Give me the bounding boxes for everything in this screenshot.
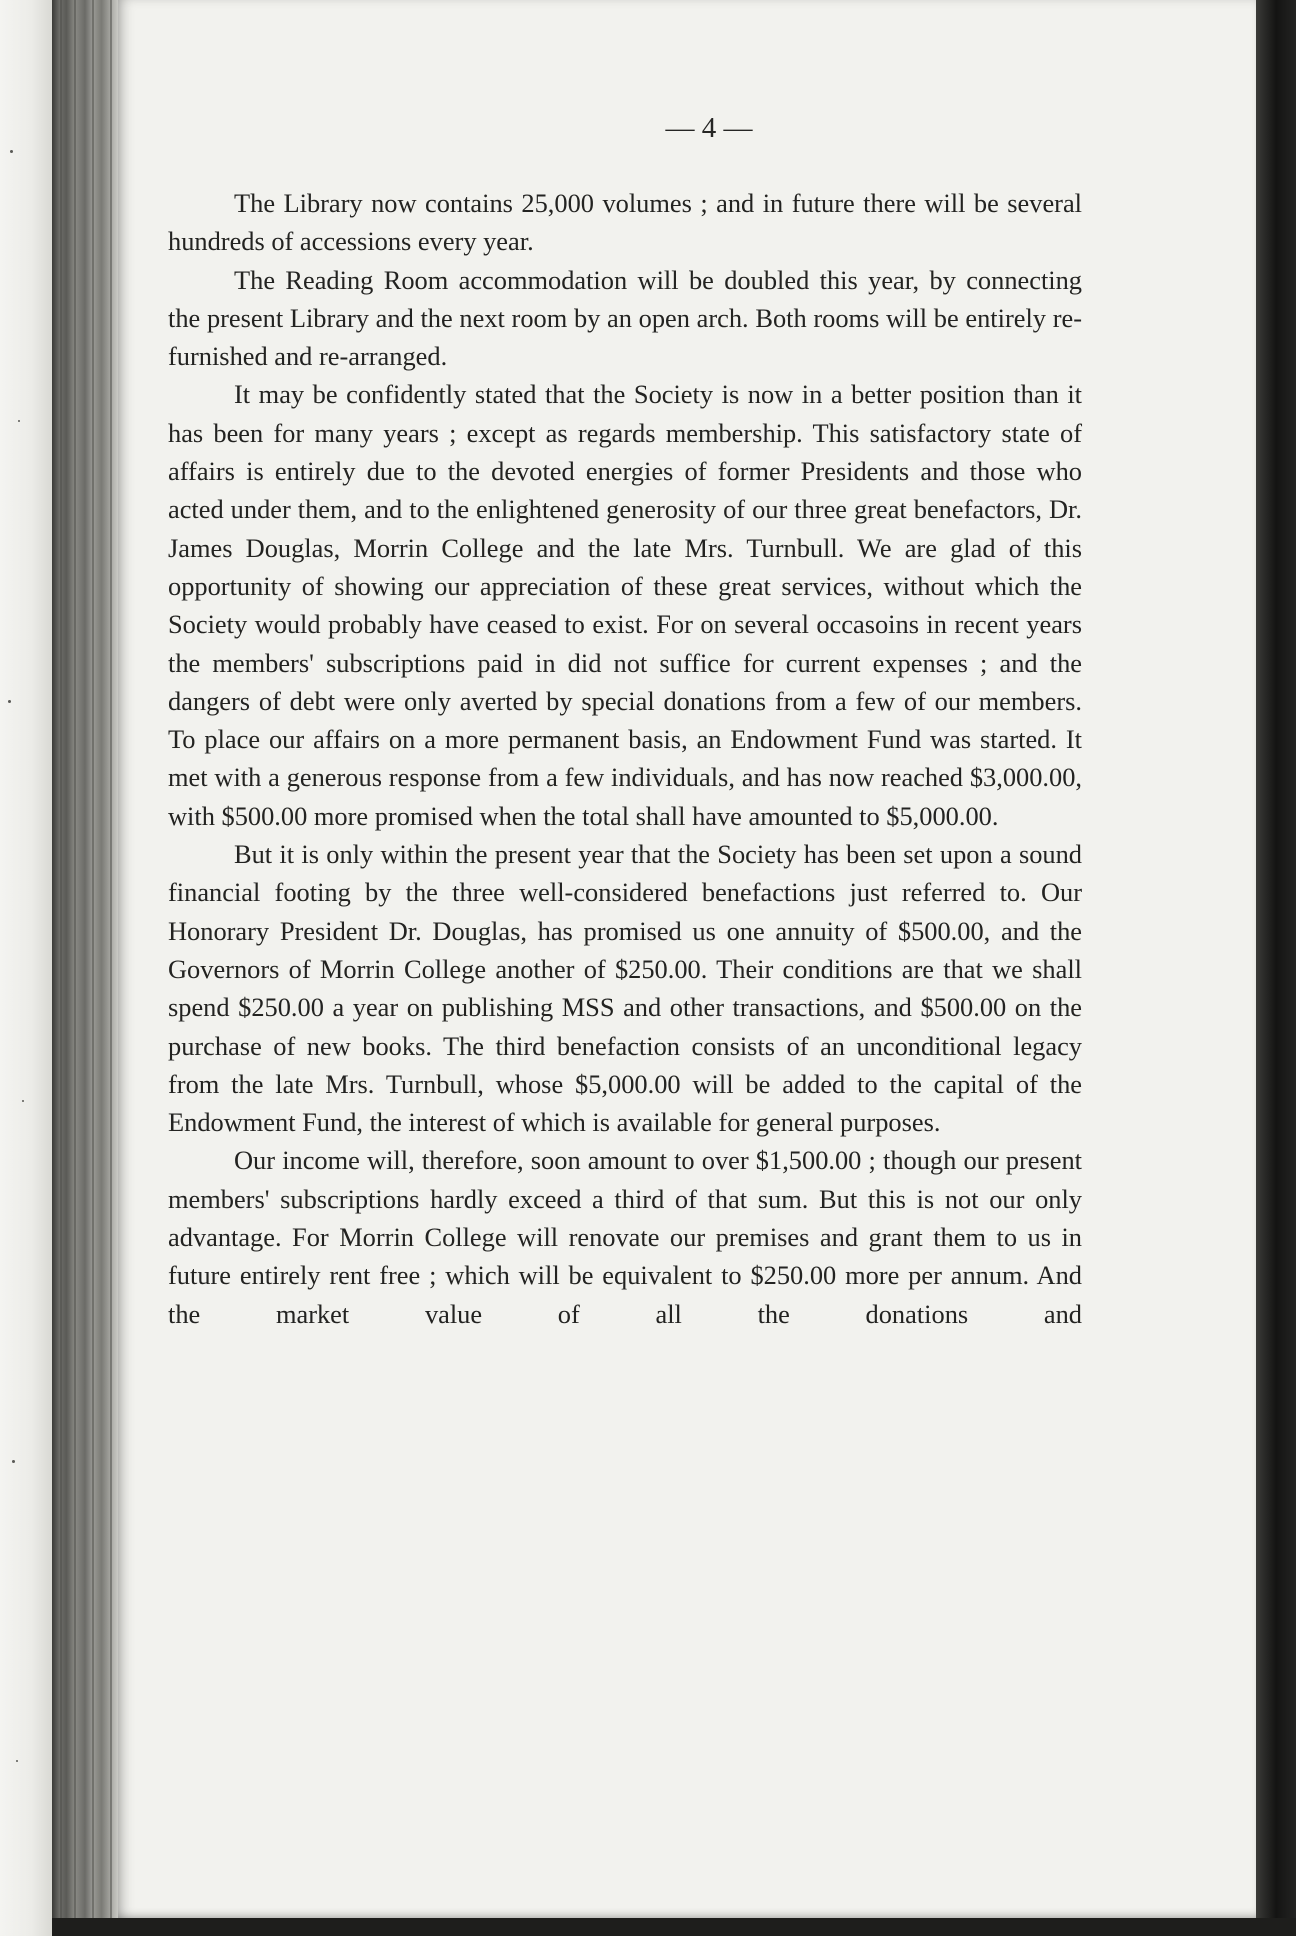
paragraph-reading-room: The Reading Room accommodation will be doubled this year, by connecting the present Library and the next room by an open arch. Both rooms will be entirely re-furnished and re-arranged. [168, 264, 1082, 372]
paragraph-benefactions: But it is only within the present year that the Society has been set upon a sound financial footing by the three well-considered benefactions just referred to. Our Honorary President Dr. Douglas, has promised us one annuity of $500.00, and the Governors of Morrin College another of $250.00. Their conditions are that we shall spend $250.00 a year on publishing MSS and other transactions, and $500.00 on the purchase of new books. The third benefaction consists of an unconditional legacy from the late Mrs. Turnbull, whose $5,000.00 will be added to the capital of the Endowment Fund, the interest of which is available for general purposes. [168, 839, 1082, 1138]
book-spine-gutter [52, 0, 118, 1936]
right-page-edge [1256, 0, 1296, 1936]
scan-speck [18, 420, 20, 422]
bottom-page-edge [52, 1918, 1296, 1936]
page-body-text [168, 184, 1082, 1333]
paragraph-library-volumes: The Library now contains 25,000 volumes ; and in future there will be several hundreds of accessions every year. [168, 188, 1082, 257]
page-number: — 4 — [665, 112, 753, 144]
paragraph-society-position: It may be confidently stated that the Society is now in a better position than it has been for many years ; except as regards membership. This satisfactory state of affairs is entirely due to the devoted energies of former Presidents and those who acted under them, and to the enlightened generosity of our three great benefactors, Dr. James Douglas, Morrin College and the late Mrs. Turnbull. We are glad of this opportunity of showing our appreciation of these great services, without which the Society would probably have ceased to exist. For on several occasoins in recent years the members' subscriptions paid in did not suffice for current expenses ; and the dangers of debt were only averted by special donations from a few of our members. To place our affairs on a more permanent basis, an Endowment Fund was started. It met with a generous response from a few individuals, and has now reached $3,000.00, with $500.00 more promised when the total shall have amounted to $5,000.00. [168, 379, 1082, 831]
paragraph-income: Our income will, therefore, soon amount to over $1,500.00 ; though our present members' subscriptions hardly exceed a third of that sum. But this is not our only advantage. For Morrin College will renovate our premises and grant them to us in future entirely rent free ; which will be equivalent to $250.00 more per annum. And the market value of all the donations and [168, 1145, 1082, 1329]
facing-page-edge [0, 0, 52, 1936]
scan-speck [12, 1460, 15, 1463]
scan-speck [10, 150, 13, 153]
scan-speck [22, 1100, 24, 1102]
scan-speck [8, 700, 11, 703]
scan-speck [16, 1760, 18, 1762]
